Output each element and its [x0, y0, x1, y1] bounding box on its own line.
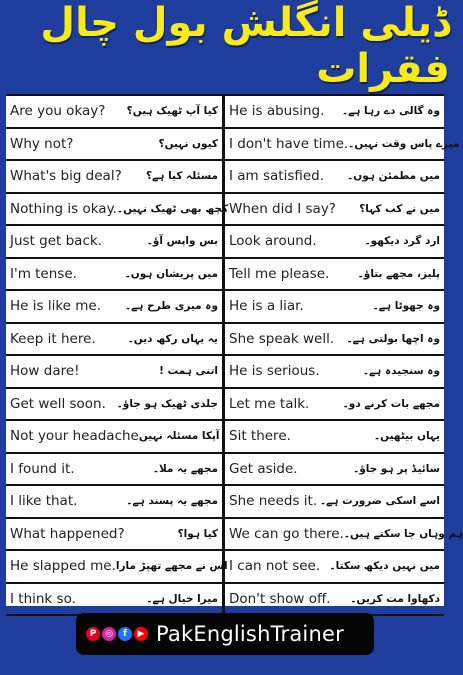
pinterest-icon: P	[86, 627, 100, 641]
urdu-translation: میرا خیال ہے۔	[146, 592, 218, 605]
phrase-cell-left	[6, 194, 229, 225]
phrase-cell-left	[6, 259, 225, 290]
english-phrase: Are you okay?	[10, 103, 106, 120]
english-phrase: Let me talk.	[229, 395, 310, 412]
english-phrase: I am satisfied.	[229, 168, 325, 185]
phrase-cell-left	[6, 486, 225, 517]
english-phrase: He is a liar.	[229, 298, 304, 315]
social-icons	[86, 627, 148, 641]
table-row	[6, 356, 444, 389]
table-row	[6, 161, 444, 194]
english-phrase: He slapped me.	[10, 558, 116, 575]
table-row	[6, 389, 444, 422]
phrase-cell-right	[225, 486, 444, 517]
urdu-translation: وہ گالی دے رہا ہے۔	[341, 105, 440, 118]
urdu-translation: مجھے یہ پسند ہے۔	[126, 495, 218, 508]
urdu-translation: میں مطمئن ہوں۔	[347, 170, 440, 183]
table-row	[6, 226, 444, 259]
instagram-icon: ◎	[102, 627, 116, 641]
urdu-translation: آپکا مسئلہ نہیں	[138, 430, 220, 443]
phrase-cell-right	[225, 551, 444, 582]
table-row	[6, 96, 444, 129]
urdu-translation: میں نہیں دیکھ سکتا۔	[329, 560, 440, 573]
facebook-icon: f	[118, 627, 132, 641]
phrase-cell-right	[225, 389, 444, 420]
table-row	[6, 194, 444, 227]
phrase-cell-right	[225, 519, 463, 550]
table-row	[6, 519, 463, 552]
table-row	[6, 584, 444, 617]
phrase-cell-right	[225, 96, 444, 127]
urdu-translation: کیا آپ ٹھیک ہیں؟	[126, 105, 218, 118]
phrase-cell-right	[225, 226, 444, 257]
urdu-translation: اتنی ہمت !	[159, 365, 218, 378]
phrase-cell-left	[6, 356, 225, 387]
english-phrase: Just get back.	[10, 233, 102, 250]
phrase-cell-left	[6, 551, 228, 582]
brand-name: PakEnglishTrainer	[156, 622, 344, 646]
english-phrase: What happened?	[10, 525, 125, 542]
brand-banner	[76, 613, 374, 655]
urdu-translation: ارد گرد دیکھو۔	[364, 235, 440, 248]
phrase-cell-right	[225, 454, 444, 485]
urdu-translation: کچھ بھی ٹھیک نہیں۔	[116, 202, 229, 215]
english-phrase: I'm tense.	[10, 265, 77, 282]
table-row	[6, 454, 444, 487]
table-row	[6, 259, 444, 292]
english-phrase: Sit there.	[229, 428, 291, 445]
english-phrase: Don't show off.	[229, 590, 331, 607]
phrase-cell-left	[6, 584, 225, 615]
english-phrase: I like that.	[10, 493, 78, 510]
english-phrase: He is like me.	[10, 298, 102, 315]
urdu-translation: میں پریشان ہوں۔	[124, 267, 218, 280]
english-phrase: I found it.	[10, 460, 75, 477]
table-row	[6, 129, 460, 162]
page-title: ڈیلی انگلش بول چال فقرات	[40, 0, 450, 92]
table-row	[6, 486, 444, 519]
english-phrase: Get aside.	[229, 460, 298, 477]
phrase-cell-left	[6, 96, 225, 127]
english-phrase: I can not see.	[229, 558, 321, 575]
urdu-translation: وہ سنجیدہ ہے۔	[362, 365, 440, 378]
urdu-translation: دکھاوا مت کریں۔	[350, 592, 440, 605]
table-row	[6, 324, 444, 357]
english-phrase: Nothing is okay.	[10, 200, 117, 217]
urdu-translation: وہ جھوٹا ہے۔	[372, 300, 440, 313]
urdu-translation: کیوں نہیں؟	[158, 137, 218, 150]
phrase-cell-left	[6, 129, 225, 160]
phrase-cell-right	[225, 129, 460, 160]
urdu-translation: جلدی ٹھیک ہو جاؤ۔	[116, 397, 218, 410]
english-phrase: She speak well.	[229, 330, 335, 347]
table-row	[6, 421, 444, 454]
urdu-translation: بس واپس آؤ۔	[146, 235, 218, 248]
phrase-cell-right	[225, 291, 444, 322]
english-phrase: We can go there.	[229, 525, 344, 542]
phrase-cell-left	[6, 291, 225, 322]
english-phrase: Why not?	[10, 135, 74, 152]
english-phrase: She needs it.	[229, 493, 318, 510]
english-phrase: He is abusing.	[229, 103, 325, 120]
phrase-cell-right	[225, 584, 444, 615]
urdu-translation: مجھے یہ ملا۔	[152, 462, 218, 475]
phrase-cell-right	[225, 161, 444, 192]
english-phrase: Get well soon.	[10, 395, 106, 412]
english-phrase: Keep it here.	[10, 330, 96, 347]
english-phrase: How dare!	[10, 363, 80, 380]
phrase-cell-left	[6, 454, 225, 485]
phrase-cell-left	[6, 519, 225, 550]
english-phrase: Tell me please.	[229, 265, 330, 282]
phrase-cell-right	[225, 259, 444, 290]
phrase-cell-left	[6, 226, 225, 257]
youtube-icon: ▶	[134, 627, 148, 641]
phrase-cell-left	[6, 389, 225, 420]
phrase-table	[6, 94, 463, 607]
urdu-translation: یہ یہاں رکھ دیں۔	[127, 332, 218, 345]
urdu-translation: سائیڈ پر ہو جاؤ۔	[353, 462, 440, 475]
english-phrase: He is serious.	[229, 363, 320, 380]
english-phrase: When did I say?	[229, 200, 336, 217]
english-phrase: I think so.	[10, 590, 76, 607]
urdu-translation: وہ اچھا بولتی ہے۔	[346, 332, 440, 345]
urdu-translation: یہاں بیٹھیں۔	[374, 430, 440, 443]
english-phrase: Look around.	[229, 233, 317, 250]
urdu-translation: کیا ہوا؟	[177, 527, 218, 540]
urdu-translation: میں نے کب کہا؟	[359, 202, 440, 215]
english-phrase: Not your headache	[10, 428, 139, 445]
table-row	[6, 291, 444, 324]
phrase-cell-right	[225, 356, 444, 387]
urdu-translation: ہم وہاں جا سکتے ہیں۔	[343, 527, 463, 540]
phrase-cell-right	[225, 324, 444, 355]
english-phrase: I don't have time.	[229, 135, 349, 152]
urdu-translation: وہ میری طرح ہے۔	[124, 300, 218, 313]
english-phrase: What's big deal?	[10, 168, 122, 185]
urdu-translation: پلیز، مجھے بتاؤ۔	[357, 267, 440, 280]
phrase-cell-right	[225, 194, 444, 225]
urdu-translation: مجھے بات کرنے دو۔	[342, 397, 440, 410]
phrase-cell-left	[6, 324, 225, 355]
urdu-translation: میرے پاس وقت نہیں۔	[348, 137, 460, 150]
urdu-translation: اس نے مجھے تھپڑ مارا	[115, 560, 228, 573]
urdu-translation: اسے اسکی ضرورت ہے۔	[320, 495, 440, 508]
phrase-cell-left	[6, 161, 225, 192]
phrase-cell-left	[6, 421, 225, 452]
table-row	[6, 551, 444, 584]
phrase-cell-right	[225, 421, 444, 452]
urdu-translation: مسئلہ کیا ہے؟	[146, 170, 218, 183]
